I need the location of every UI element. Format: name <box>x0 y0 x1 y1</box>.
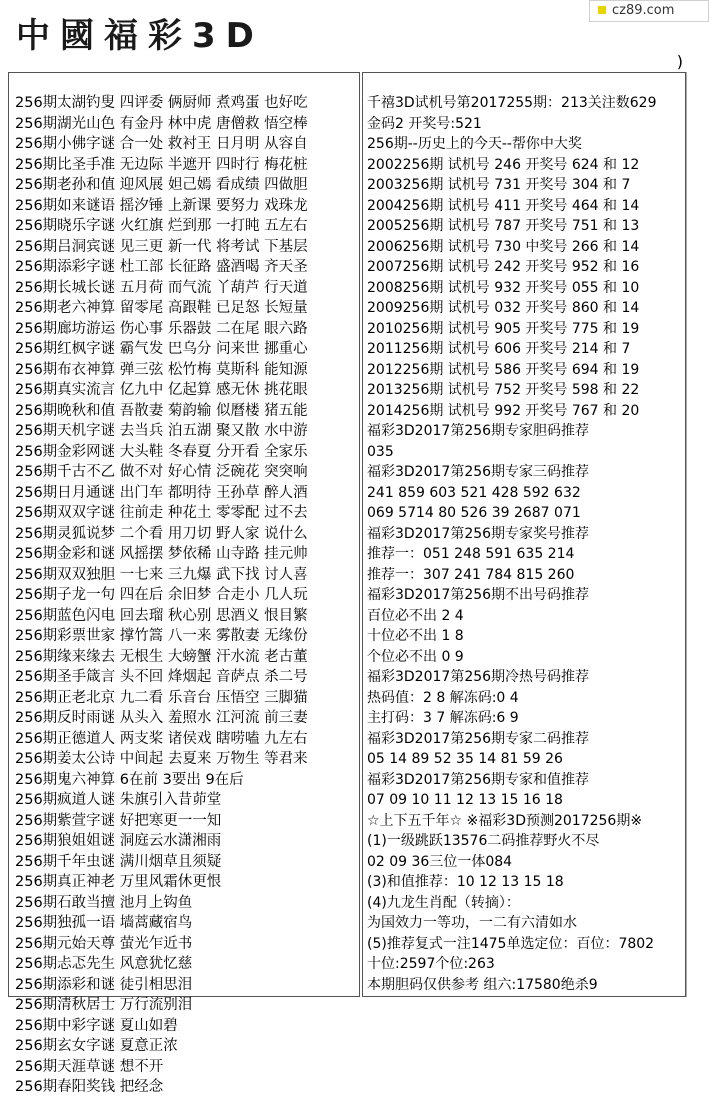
recommendation-line: 05 14 89 52 35 14 81 59 26 <box>367 751 563 767</box>
riddle-line: 256期中彩字谜 夏山如碧 <box>15 1017 178 1034</box>
riddle-line: 256期小佛字谜 合一处 救衬王 日月明 从容自 <box>15 136 308 152</box>
recommendation-line: 个位必不出 0 9 <box>367 648 464 665</box>
riddle-line: 256期布衣神算 弹三弦 松竹梅 莫斯科 能知源 <box>15 361 308 378</box>
recommendation-line: 为国效力一等功，一二有六清如水 <box>367 915 577 931</box>
recommendation-line: 主打码：3 7 解冻码:6 9 <box>367 710 519 726</box>
badge-square-icon <box>598 6 606 14</box>
riddle-line: 256期老孙和值 迎风展 妲己嫣 看成绩 四做胆 <box>15 177 308 193</box>
riddle-line: 256期红枫字谜 霸气发 巴乌分 问来世 挪重心 <box>15 341 308 357</box>
riddle-line: 256期添彩字谜 杜工部 长征路 盛酒喝 齐天圣 <box>15 259 308 275</box>
recommendation-line: 十位必不出 1 8 <box>367 628 464 644</box>
riddle-line: 256期疯道人谜 朱旗引入昔茆堂 <box>15 792 222 808</box>
riddle-line: 256期如来谜语 摇汐锤 上新课 要努力 戏珠龙 <box>15 197 308 214</box>
riddle-line: 256期清秋居士 万行流别泪 <box>15 997 193 1013</box>
recommendation-line: 福彩3D2017第256期专家二码推荐 <box>367 730 590 747</box>
riddle-line: 256期千年虫谜 满川烟草且须疑 <box>15 853 222 870</box>
riddle-line: 256期子龙一句 四在后 余旧梦 合走小 几人玩 <box>15 587 308 603</box>
recommendation-line: (3)和值推荐：10 12 13 15 18 <box>367 874 564 890</box>
riddle-line: 256期老六神算 留零尾 高跟鞋 已足怒 长短量 <box>15 300 308 316</box>
riddle-line: 256期金彩和谜 风摇摆 梦依稀 山寺路 挂元帅 <box>15 546 308 562</box>
recommendation-line: 2010256期 试机号 905 开奖号 775 和 19 <box>367 320 640 337</box>
recommendation-line: 千禧3D试机号第2017255期：213关注数629 <box>367 95 657 111</box>
site-logo[interactable]: 中國福彩3D <box>16 16 264 56</box>
recommendation-line: 02 09 36三位一体084 <box>367 853 513 870</box>
riddle-line: 256期长城长谜 五月荷 而气流 丫葫芦 行天道 <box>15 279 308 296</box>
riddle-line: 256期太湖钓叟 四评委 俩厨师 煮鸡蛋 也好吃 <box>15 95 308 111</box>
recommendation-line: 十位:2597个位:263 <box>367 956 495 972</box>
recommendation-line: 2005256期 试机号 787 开奖号 751 和 13 <box>367 218 640 234</box>
recommendation-line: 2003256期 试机号 731 开奖号 304 和 7 <box>367 177 631 193</box>
recommendation-line: (1)一级跳跃13576二码推荐野火不尽 <box>367 833 600 849</box>
riddle-line: 256期吕洞宾谜 见三更 新一代 将考试 下基层 <box>15 238 308 255</box>
riddle-line: 256期春阳奖钱 把经念 <box>15 1079 164 1095</box>
riddle-line: 256期灵狐说梦 二个看 用刀切 野人家 说什么 <box>15 525 308 542</box>
recommendation-line: 2009256期 试机号 032 开奖号 860 和 14 <box>367 300 640 316</box>
recommendation-panel <box>362 72 686 997</box>
recommendation-line: 256期--历史上的今天--帮你中大奖 <box>367 136 582 152</box>
riddle-line: 256期玄女字谜 夏意正浓 <box>15 1038 178 1054</box>
recommendation-line: 035 <box>367 443 394 460</box>
recommendation-line: 百位必不出 2 4 <box>367 607 464 624</box>
recommendation-line: (4)九龙生肖配（转摘）： <box>367 894 520 911</box>
riddle-line: 256期反时雨谜 从头入 羞照水 江河流 前三妻 <box>15 710 308 726</box>
riddle-line: 256期比圣手准 无边际 半遮开 四时行 梅花桩 <box>15 156 308 173</box>
riddle-line: 256期晚秋和值 吾散妻 菊韵输 似曆楼 猪五能 <box>15 402 308 419</box>
riddle-line: 256期双双独胆 一七来 三九爆 武下找 讨人喜 <box>15 566 308 583</box>
badge-text: cz89.com <box>612 3 675 18</box>
riddle-line: 256期添彩和谜 徒引相思泪 <box>15 976 193 993</box>
riddle-line: 256期真正神老 万里风霜休更恨 <box>15 874 222 890</box>
riddle-line: 256期蓝色闪电 回去瑠 秋心别 思酒义 恨目繁 <box>15 607 308 624</box>
riddle-line: 256期天机字谜 去当兵 泊五湖 聚又散 水中游 <box>15 423 308 439</box>
recommendation-line: 推荐一：307 241 784 815 260 <box>367 566 575 583</box>
riddle-line: 256期正老北京 九二看 乐音台 压悟空 三脚猫 <box>15 689 308 706</box>
recommendation-line: 2007256期 试机号 242 开奖号 952 和 16 <box>367 259 640 275</box>
recommendation-line: 福彩3D2017第256期冷热号码推荐 <box>367 669 590 685</box>
recommendation-line: 2006256期 试机号 730 中奖号 266 和 14 <box>367 238 640 255</box>
recommendation-line: 2008256期 试机号 932 开奖号 055 和 10 <box>367 279 640 296</box>
recommendation-line: 福彩3D2017第256期专家奖号推荐 <box>367 525 590 542</box>
recommendation-line: 福彩3D2017第256期专家三码推荐 <box>367 464 590 480</box>
riddle-line: 256期正德道人 两支桨 诸侯戏 瞎唠嗑 九左右 <box>15 730 308 747</box>
recommendation-line: 07 09 10 11 12 13 15 16 18 <box>367 792 563 808</box>
riddle-line: 256期千古不乙 做不对 好心情 泛碗花 突突响 <box>15 464 308 480</box>
recommendation-line: 热码值：2 8 解冻码:0 4 <box>367 689 519 706</box>
riddle-line: 256期双双字谜 往前走 种花土 零零配 过不去 <box>15 505 308 521</box>
riddle-line: 256期日月通谜 出门车 都明待 王孙草 醉人酒 <box>15 484 308 501</box>
riddle-line: 256期湖光山色 有金丹 林中虎 唐僧救 悟空棒 <box>15 115 308 132</box>
riddle-line: 256期姜太公诗 中间起 去夏来 万物生 等君来 <box>15 751 308 767</box>
riddle-lines <box>15 93 357 1098</box>
riddle-line: 256期晓乐字谜 火红旗 烂到那 一打盹 五左右 <box>15 218 308 234</box>
scroll-gutter[interactable] <box>686 72 691 997</box>
recommendation-line: 2004256期 试机号 411 开奖号 464 和 14 <box>367 197 640 214</box>
recommendation-line: 福彩3D2017第256期专家胆码推荐 <box>367 423 590 439</box>
riddle-line: 256期忐忑先生 风意犹忆慈 <box>15 956 193 972</box>
riddle-line: 256期狼姐姐谜 洞庭云水潇湘雨 <box>15 833 222 849</box>
riddle-line: 256期缘来缘去 无根生 大螃蟹 汗水流 老古董 <box>15 648 308 665</box>
site-badge[interactable] <box>589 0 709 22</box>
corner-tick: ) <box>676 52 683 71</box>
riddle-line: 256期彩票世家 撑竹篙 八一来 雾散妻 无缘份 <box>15 628 308 644</box>
riddle-line: 256期紫萱字谜 好把寒更一一知 <box>15 812 222 829</box>
recommendation-line: 241 859 603 521 428 592 632 <box>367 484 581 501</box>
recommendation-line: 福彩3D2017第256期不出号码推荐 <box>367 587 590 603</box>
riddle-line: 256期金彩网谜 大头鞋 冬春夏 分开看 全家乐 <box>15 443 308 460</box>
recommendation-line: 069 5714 80 526 39 2687 071 <box>367 505 581 521</box>
riddle-line: 256期独孤一语 墙蒿藏宿鸟 <box>15 915 193 931</box>
recommendation-lines <box>367 93 683 995</box>
riddle-panel <box>8 72 360 1095</box>
riddle-line: 256期圣手箴言 头不回 烽烟起 音萨点 杀二号 <box>15 669 308 685</box>
riddle-line: 256期天涯草谜 想不开 <box>15 1058 164 1075</box>
recommendation-line: 本期胆码仅供参考 组六:17580绝杀9 <box>367 976 598 993</box>
page-header <box>0 0 709 71</box>
recommendation-line: 2013256期 试机号 752 开奖号 598 和 22 <box>367 382 640 398</box>
recommendation-line: 2014256期 试机号 992 开奖号 767 和 20 <box>367 402 640 419</box>
riddle-line: 256期鬼六神算 6在前 3要出 9在后 <box>15 771 244 788</box>
riddle-line: 256期廊坊游运 伤心事 乐器鼓 二在尾 眼六路 <box>15 320 308 337</box>
recommendation-line: 2012256期 试机号 586 开奖号 694 和 19 <box>367 361 640 378</box>
recommendation-line: 推荐一：051 248 591 635 214 <box>367 546 575 562</box>
riddle-line: 256期石敢当擅 池月上钩鱼 <box>15 894 193 911</box>
recommendation-line: 2011256期 试机号 606 开奖号 214 和 7 <box>367 341 631 357</box>
recommendation-line: 金码2 开奖号:521 <box>367 115 482 132</box>
recommendation-line: ☆上下五千年☆ ※福彩3D预测2017256期※ <box>367 812 643 829</box>
recommendation-line: 2002256期 试机号 246 开奖号 624 和 12 <box>367 156 640 173</box>
recommendation-line: (5)推荐复式一注1475单选定位：百位：7802 <box>367 935 655 952</box>
riddle-line: 256期元始天尊 萤光乍近书 <box>15 935 193 952</box>
riddle-line: 256期真实流言 亿九中 亿起算 感无休 挑花眼 <box>15 382 308 398</box>
recommendation-line: 福彩3D2017第256期专家和值推荐 <box>367 771 590 788</box>
